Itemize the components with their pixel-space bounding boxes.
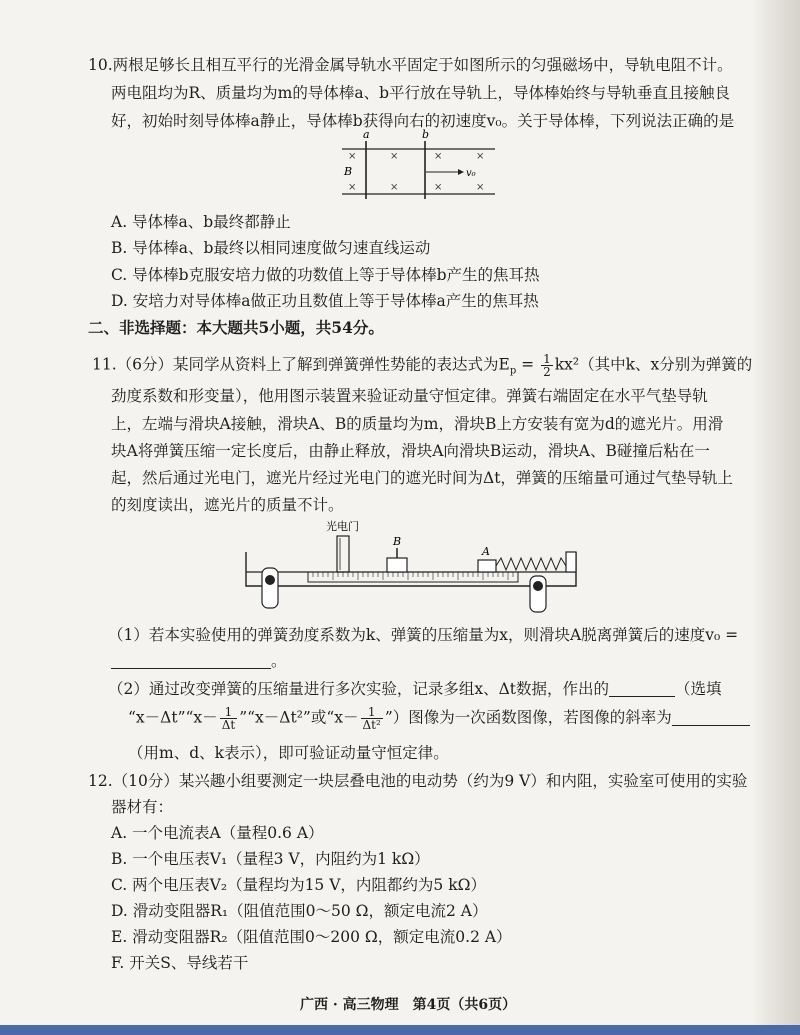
svg-text:×: × bbox=[476, 182, 485, 193]
q11-line2: 劲度系数和形变量），他用图示装置来验证动量守恒定律。弹簧右端固定在水平气垫导轨 bbox=[111, 387, 708, 405]
q10-option-a: A. 导体棒a、b最终都静止 bbox=[111, 213, 291, 231]
svg-text:×: × bbox=[348, 182, 357, 193]
q11-line1: 11.（6分）某同学从资料上了解到弹簧弹性势能的表达式为$E_p$ = $\frac{1}{2}$ kx²（其中k、x分别为弹簧的 bbox=[92, 352, 753, 379]
page-shadow-edge bbox=[752, 0, 800, 1035]
q12-item-a: A. 一个电流表A（量程0.6 A） bbox=[111, 824, 324, 842]
label-b: b bbox=[422, 128, 430, 141]
q12-line1: 12.（10分）某兴趣小组要测定一块层叠电池的电动势（约为9 V）和内阻，实验室可使用的实验 bbox=[88, 772, 748, 790]
q11-part2-line3: （用m、d、k表示），即可验证动量守恒定律。 bbox=[128, 744, 449, 762]
q10-rail-figure bbox=[330, 127, 500, 202]
q10-line1: 10.两根足够长且相互平行的光滑金属导轨水平固定于如图所示的匀强磁场中，导轨电阻不计。 bbox=[88, 56, 733, 74]
slider-B bbox=[387, 558, 407, 572]
label-field-B: B bbox=[344, 165, 353, 178]
q11-part2-line2: “x－Δt”“x－ $\frac{1}{\Delta t}$ ”“x－Δt²”或“x－ $\frac{1}{\text{Δt²}}$ ”）图像为一次函数图像，若图像的斜率为 bbox=[128, 706, 750, 731]
q11-line3: 上，左端与滑块A接触，滑块A、B的质量均为m，滑块B上方安装有宽为d的遮光片。用滑 bbox=[111, 415, 724, 433]
svg-text:×: × bbox=[348, 151, 357, 162]
label-slider-A: A bbox=[482, 545, 490, 558]
q11-air-track-figure bbox=[238, 516, 588, 616]
q11-part1-answer: 。 bbox=[111, 651, 287, 671]
photogate bbox=[337, 536, 349, 572]
q10-number: 10. bbox=[88, 56, 113, 74]
q12-item-c: C. 两个电压表V₂（量程均为15 V，内阻都约为5 kΩ） bbox=[111, 876, 486, 894]
page-footer: 广西 · 高三物理 第4页（共6页） bbox=[300, 997, 517, 1013]
q11-fraction-half: $\frac{1}{2}$ bbox=[543, 352, 551, 379]
q12-item-b: B. 一个电压表V₁（量程3 V，内阻约为1 kΩ） bbox=[111, 850, 430, 868]
label-v0: v₀ bbox=[466, 168, 476, 179]
svg-text:×: × bbox=[434, 151, 443, 162]
slider-A bbox=[478, 560, 496, 572]
q11-part2-line1: （2）通过改变弹簧的压缩量进行多次实验，记录多组x、Δt数据，作出的 （选填 bbox=[108, 680, 722, 698]
q12-item-d: D. 滑动变阻器R₁（阻值范围0～50 Ω，额定电流2 A） bbox=[111, 902, 488, 920]
answer-blank-slope[interactable] bbox=[672, 709, 750, 726]
section2-heading: 二、非选择题：本大题共5小题，共54分。 bbox=[88, 318, 384, 337]
q12-line2: 器材有： bbox=[111, 798, 174, 816]
svg-text:×: × bbox=[390, 151, 399, 162]
q11-number: 11. bbox=[92, 355, 117, 374]
q10-line3: 好，初始时刻导体棒a静止，导体棒b获得向右的初速度v₀。关于导体棒，下列说法正确的是 bbox=[111, 112, 735, 130]
q11-line4: 块A将弹簧压缩一定长度后，由静止释放，滑块A向滑块B运动，滑块A、B碰撞后粘在一 bbox=[111, 442, 710, 460]
svg-text:×: × bbox=[390, 182, 399, 193]
label-slider-B: B bbox=[393, 535, 402, 548]
photogate-label: 光电门 bbox=[326, 520, 359, 533]
q11-line6: 的刻度读出，遮光片的质量不计。 bbox=[111, 496, 344, 514]
q11-part1: （1）若本实验使用的弹簧劲度系数为k、弹簧的压缩量为x，则滑块A脱离弹簧后的速度v₀ = bbox=[108, 626, 739, 644]
answer-blank-v0[interactable] bbox=[111, 652, 271, 669]
left-support bbox=[262, 568, 278, 608]
q10-option-d: D. 安培力对导体棒a做正功且数值上等于导体棒a产生的焦耳热 bbox=[111, 292, 539, 310]
q10-line2: 两电阻均为R、质量均为m的导体棒a、b平行放在导轨上，导体棒始终与导轨垂直且接触良 bbox=[111, 84, 731, 102]
q10-option-c: C. 导体棒b克服安培力做的功数值上等于导体棒b产生的焦耳热 bbox=[111, 266, 540, 284]
q11-line5: 起，然后通过光电门，遮光片经过光电门的遮光时间为Δt，弹簧的压缩量可通过气垫导轨上 bbox=[111, 469, 733, 487]
spring bbox=[496, 558, 566, 570]
label-a: a bbox=[363, 128, 370, 141]
q12-item-f: F. 开关S、导线若干 bbox=[111, 954, 249, 972]
q12-number: 12. bbox=[88, 772, 113, 790]
q10-option-b: B. 导体棒a、b最终以相同速度做匀速直线运动 bbox=[111, 239, 431, 257]
svg-text:×: × bbox=[434, 182, 443, 193]
answer-blank-graph[interactable] bbox=[609, 680, 675, 697]
svg-text:×: × bbox=[476, 151, 485, 162]
scan-bottom-strip bbox=[0, 1025, 800, 1035]
q12-item-e: E. 滑动变阻器R₂（阻值范围0～200 Ω，额定电流0.2 A） bbox=[111, 928, 512, 946]
